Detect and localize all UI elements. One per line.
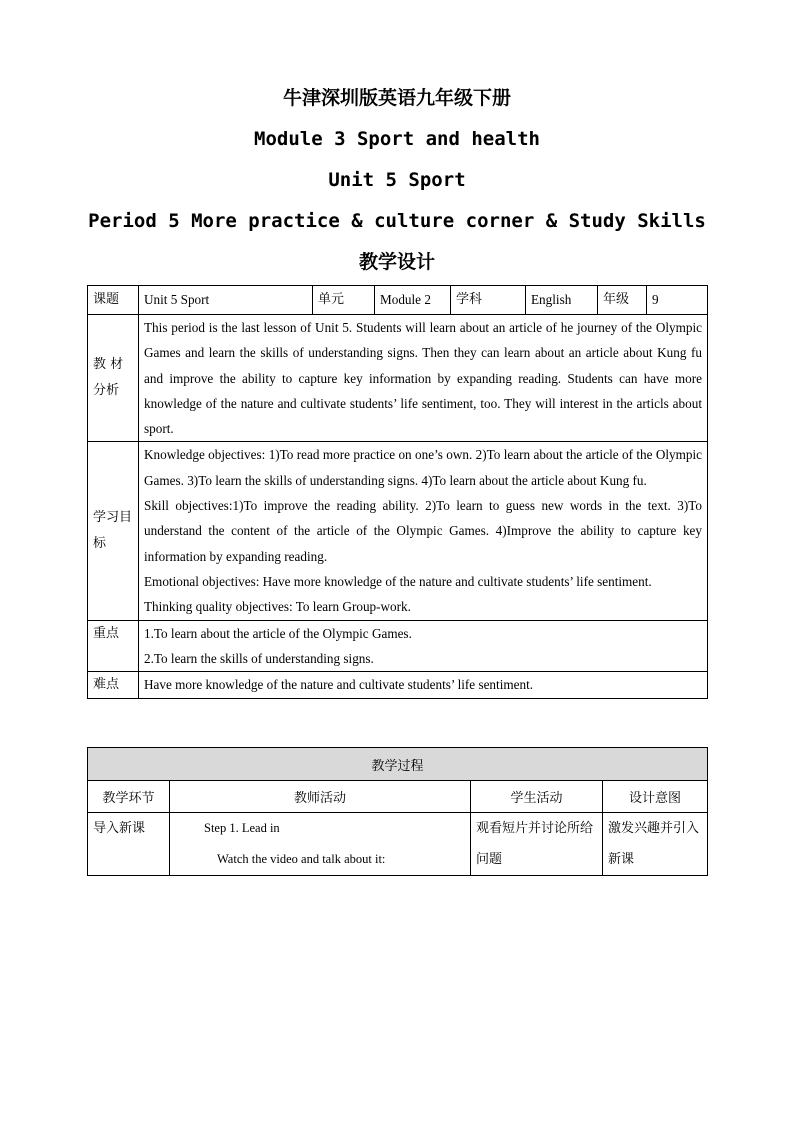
difficult-text [139,672,708,699]
objective-knowledge: Knowledge objectives: 1)To read more practice on one’s own. 2)To learn about the article of the Olympic Games. 3)To learn the skills of understanding signs. 4)To learn about the article about Kung fu. [144,447,702,488]
objectives-text [139,442,708,620]
analysis-label: 教 材 分析 [88,315,139,442]
key-label: 重点 [88,620,139,672]
key-text [139,620,708,672]
student-cell: 观看短片并讨论所给问题 [471,813,603,876]
module-title: Module 3 Sport and health [254,128,540,150]
analysis-text [139,315,708,442]
info-row-topic [88,286,708,315]
process-column-row [88,781,708,813]
teacher-detail: Watch the video and talk about it: [217,852,386,866]
info-row-analysis [88,315,708,442]
teacher-step: Step 1. Lead in [204,821,280,835]
design-title: 教学设计 [358,251,435,273]
objectives-label: 学习目标 [88,442,139,620]
difficult-point: Have more knowledge of the nature and cultivate students’ life sentiment. [144,677,534,693]
process-header: 教学过程 [88,748,708,781]
grade-value: 9 [647,286,708,315]
teacher-cell [170,813,471,876]
grade-label: 年级 [598,286,647,315]
stage-cell: 导入新课 [88,813,170,876]
process-header-row [88,748,708,781]
period-title: Period 5 More practice & culture corner & Study Skills [88,210,706,232]
col-student: 学生活动 [471,781,603,813]
unit-title: Unit 5 Sport [328,169,466,191]
unit-value: Module 2 [375,286,451,315]
topic-label: 课题 [88,286,139,315]
col-stage: 教学环节 [88,781,170,813]
col-teacher: 教师活动 [170,781,471,813]
info-table [87,285,708,699]
difficult-label: 难点 [88,672,139,699]
intent-cell: 激发兴趣并引入新课 [603,813,708,876]
unit-label: 单元 [313,286,375,315]
objective-thinking: Thinking quality objectives: To learn Group-work. [144,599,411,615]
process-row-lead-in [88,813,708,876]
objective-emotional: Emotional objectives: Have more knowledge of the nature and cultivate students’ life sentiment. [144,573,652,589]
col-intent: 设计意图 [603,781,708,813]
topic-value: Unit 5 Sport [139,286,313,315]
key-point-1: 1.To learn about the article of the Olympic Games. [144,625,412,641]
key-point-2: 2.To learn the skills of understanding signs. [144,650,374,666]
analysis-paragraph: This period is the last lesson of Unit 5. Students will learn about an article of he journey of the Olympic Games and learn the skills of understanding signs. Then they can learn about an article about Kung fu and improve the ability to capture key information by expanding reading. Students can have more knowledge of the nature and cultivate students’ life sentiment, too. They will interest in the articls about sport. [144,320,702,437]
process-table [87,747,708,876]
info-row-difficult [88,672,708,699]
objective-skill: Skill objectives:1)To improve the reading ability. 2)To learn to guess new words in the text. 3)To understand the content of the article of the Olympic Games. 4)Improve the ability to capture key information by expanding reading. [144,498,702,564]
info-row-objectives [88,442,708,620]
info-row-key [88,620,708,672]
doc-title: 牛津深圳版英语九年级下册 [282,87,511,109]
subject-label: 学科 [451,286,526,315]
title-block [0,78,794,283]
subject-value: English [526,286,598,315]
